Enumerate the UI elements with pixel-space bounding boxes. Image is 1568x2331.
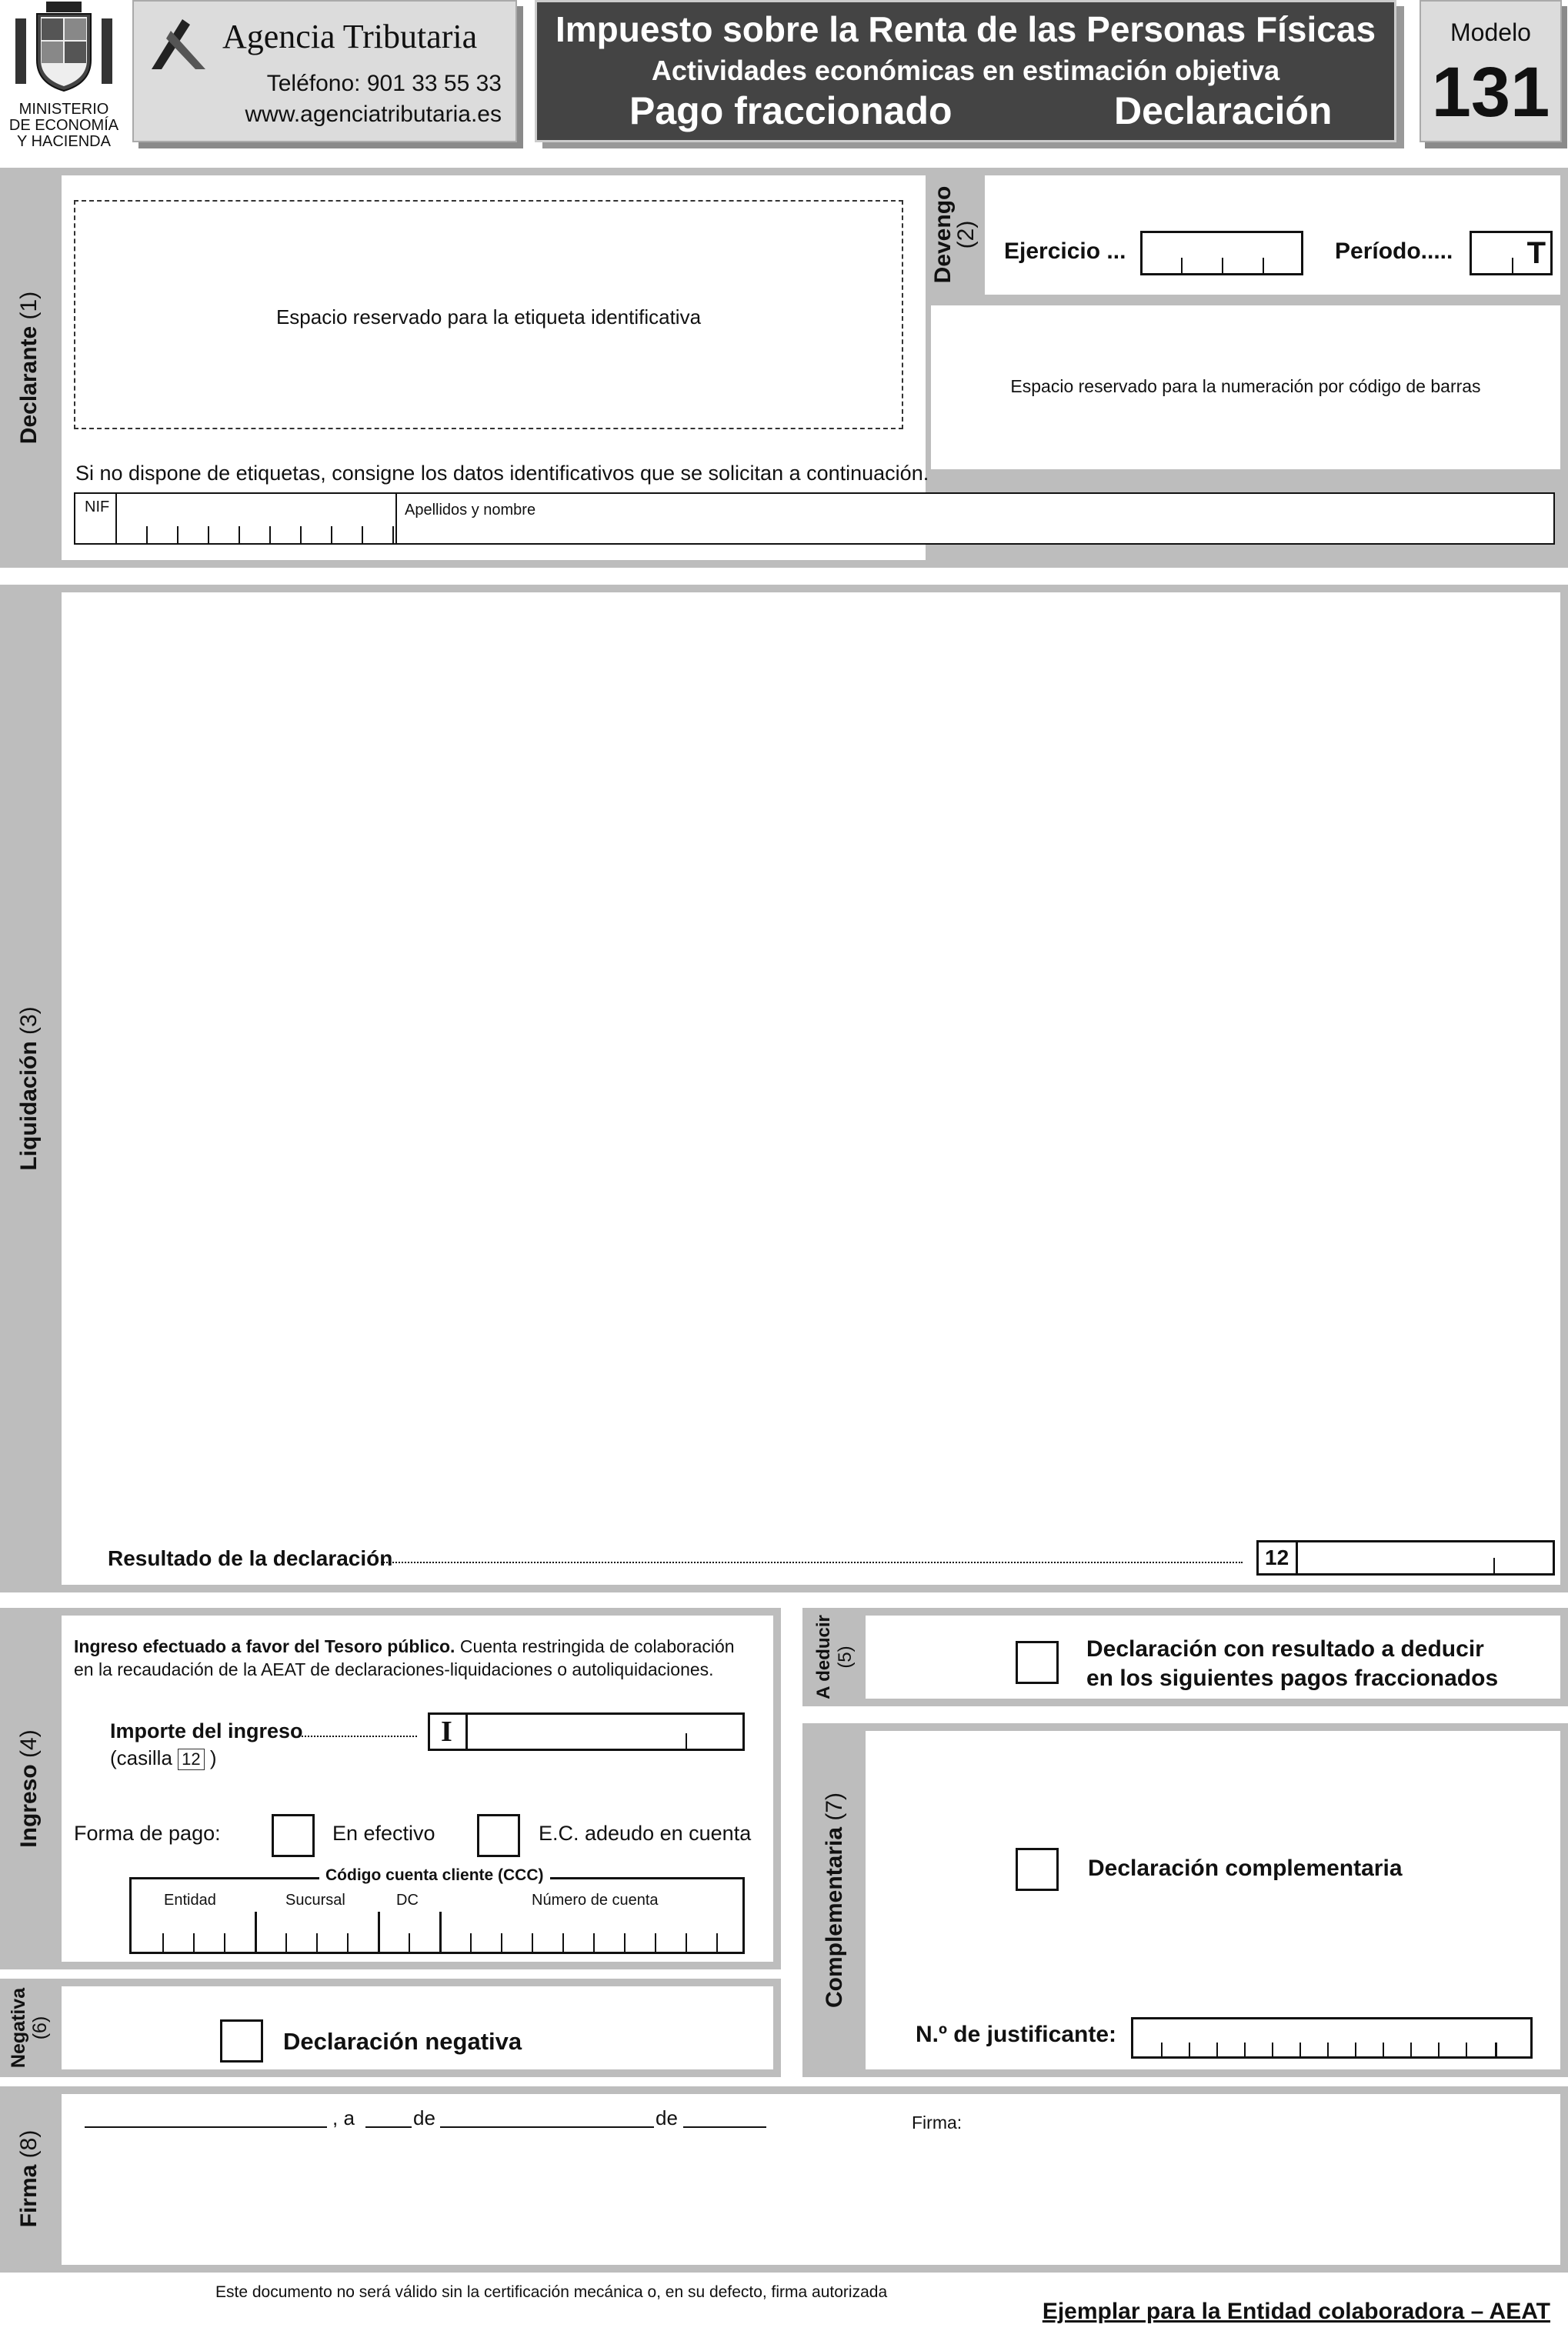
no-label-note: Si no dispone de etiquetas, consigne los datos identificativos que se solicitan a continuación. (75, 462, 929, 485)
ccc-numero-label: Número de cuenta (532, 1892, 659, 1909)
complementaria-checkbox[interactable] (1016, 1848, 1059, 1891)
importe-leader (302, 1731, 417, 1737)
forma-pago-label: Forma de pago: (74, 1822, 221, 1845)
efectivo-checkbox[interactable] (272, 1814, 315, 1857)
complementaria-side-label: Complementaria (7) (822, 1792, 847, 2009)
firma-side-label: Firma (8) (16, 2129, 42, 2228)
name-field[interactable] (399, 494, 1553, 543)
ccc-dc-label: DC (396, 1892, 419, 1909)
day-line[interactable] (365, 2126, 412, 2128)
result-leader (381, 1556, 1243, 1563)
agency-box (132, 0, 517, 142)
firma-de2: de (656, 2106, 678, 2129)
firma-de1: de (413, 2106, 435, 2129)
place-line[interactable] (85, 2126, 327, 2128)
firma-a: , a (332, 2106, 355, 2129)
title-line1: Impuesto sobre la Renta de las Personas Físicas (555, 9, 1376, 49)
model-box (1420, 0, 1562, 142)
barcode-area-text: Espacio reservado para la numeración por código de barras (1010, 376, 1481, 396)
declarante-side-label: Declarante (1) (16, 291, 42, 445)
adeudo-checkbox[interactable] (477, 1814, 520, 1857)
label-area (74, 200, 903, 429)
a-deducir-label: Declaración con resultado a deducir en los siguientes pagos fraccionados (1086, 1636, 1499, 1691)
model-number: 131 (1431, 53, 1550, 132)
label-area-text: Espacio reservado para la etiqueta identificativa (275, 305, 702, 328)
periodo-field[interactable] (1470, 231, 1553, 275)
model-label: Modelo (1450, 18, 1531, 46)
barcode-area (931, 305, 1560, 469)
a-deducir-checkbox[interactable] (1016, 1641, 1059, 1684)
agency-phone: Teléfono: 901 33 55 33 (266, 71, 502, 96)
liquidacion-panel (62, 592, 1560, 1585)
year-line[interactable] (683, 2126, 766, 2128)
title-line2: Actividades económicas en estimación objetiva (651, 55, 1280, 86)
ccc-field[interactable] (129, 1877, 745, 1954)
ingreso-side-label: Ingreso (4) (16, 1729, 42, 1848)
name-divider (395, 494, 397, 543)
ejercicio-label: Ejercicio ... (1004, 238, 1126, 264)
result-field[interactable] (1256, 1540, 1555, 1576)
agency-web[interactable]: www.agenciatributaria.es (245, 102, 502, 127)
periodo-suffix: T (1526, 236, 1546, 270)
agency-logo-icon (148, 15, 209, 73)
nif-label: NIF (85, 499, 110, 515)
ministry-logo (6, 0, 122, 154)
a-deducir-side-label: A deducir (5) (813, 1615, 856, 1699)
liquidacion-side-label: Liquidación (3) (16, 1006, 42, 1171)
negativa-label: Declaración negativa (283, 2028, 522, 2055)
name-label: Apellidos y nombre (405, 502, 536, 519)
ccc-entidad-label: Entidad (164, 1892, 216, 1909)
ingreso-intro: Ingreso efectuado a favor del Tesoro público. Cuenta restringida de colaboración en la recaudación de la AEAT de declaraciones-liquidaciones o autoliquidaciones. (74, 1636, 735, 1679)
result-label: Resultado de la declaración (108, 1546, 393, 1570)
nif-field[interactable] (115, 494, 408, 543)
signature-area[interactable] (908, 2146, 1546, 2254)
adeudo-label: E.C. adeudo en cuenta (539, 1822, 752, 1845)
importe-field[interactable] (428, 1712, 745, 1751)
month-line[interactable] (440, 2126, 654, 2128)
nif-name-row (74, 492, 1555, 545)
justificante-field[interactable] (1131, 2017, 1533, 2059)
ministry-name: MINISTERIO DE ECONOMÍA Y HACIENDA (8, 101, 119, 150)
footer-note: Este documento no será válido sin la certificación mecánica o, en su defecto, firma autorizada (215, 2283, 888, 2301)
importe-label: Importe del ingreso (110, 1719, 303, 1742)
negativa-side-label: Negativa (6) (8, 1987, 51, 2069)
importe-prefix: I (441, 1716, 452, 1748)
devengo-side-label: Devengo (2) (930, 185, 979, 284)
efectivo-label: En efectivo (332, 1822, 435, 1845)
complementaria-label: Declaración complementaria (1088, 1856, 1403, 1881)
footer-copy: Ejemplar para la Entidad colaboradora – AEAT (1042, 2299, 1550, 2324)
title-right: Declaración (1114, 89, 1333, 132)
justificante-label: N.º de justificante: (916, 2022, 1116, 2047)
periodo-label: Período..... (1335, 238, 1453, 264)
casilla-ref: (casilla 12 ) (110, 1746, 217, 1769)
ccc-sucursal-label: Sucursal (285, 1892, 345, 1909)
title-box (535, 0, 1396, 142)
negativa-checkbox[interactable] (220, 2019, 263, 2063)
title-left: Pago fraccionado (629, 89, 952, 132)
result-box-number: 12 (1265, 1546, 1289, 1569)
ejercicio-field[interactable] (1140, 231, 1303, 275)
ccc-title: Código cuenta cliente (CCC) (319, 1866, 550, 1885)
agency-name: Agencia Tributaria (222, 18, 478, 55)
firma-label: Firma: (912, 2113, 962, 2133)
coat-of-arms-icon (6, 0, 122, 96)
